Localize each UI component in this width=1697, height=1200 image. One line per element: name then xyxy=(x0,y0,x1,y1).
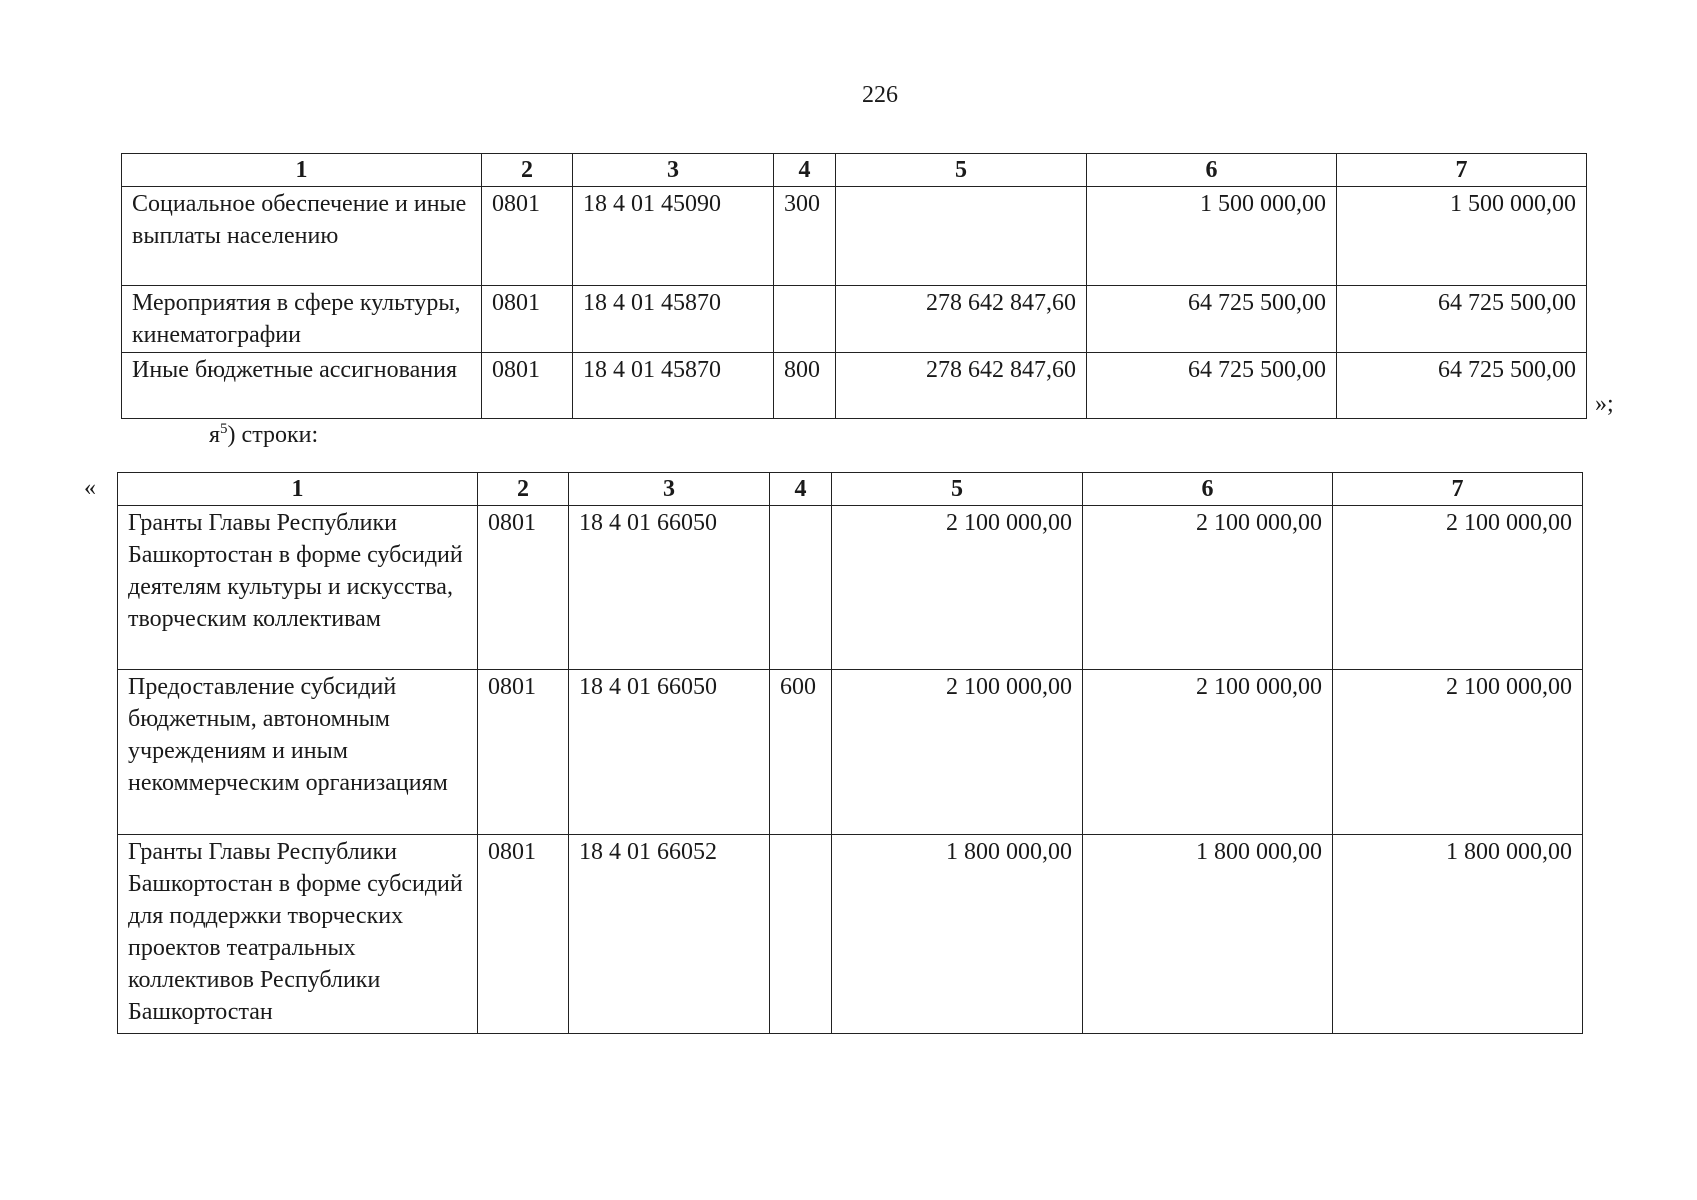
column-header-7: 7 xyxy=(1333,473,1583,506)
expense-type-code: 800 xyxy=(774,353,836,419)
amount-col-7: 1 500 000,00 xyxy=(1337,187,1587,286)
opening-quote: « xyxy=(84,475,96,501)
column-header-1: 1 xyxy=(122,154,482,187)
amount-col-5: 278 642 847,60 xyxy=(836,353,1087,419)
amount-col-6: 1 800 000,00 xyxy=(1083,835,1333,1034)
amount-col-6: 2 100 000,00 xyxy=(1083,670,1333,835)
row-name: Предоставление субсидий бюджетным, автономным учреждениям и иным некоммерческим организациям xyxy=(118,670,478,835)
budget-table-2 xyxy=(117,472,1583,1034)
column-header-7: 7 xyxy=(1337,154,1587,187)
amount-col-6: 2 100 000,00 xyxy=(1083,506,1333,670)
target-article-code: 18 4 01 45090 xyxy=(573,187,774,286)
page-number: 226 xyxy=(862,82,898,108)
target-article-code: 18 4 01 66052 xyxy=(569,835,770,1034)
closing-quote: »; xyxy=(1595,391,1614,417)
column-header-2: 2 xyxy=(482,154,573,187)
target-article-code: 18 4 01 66050 xyxy=(569,506,770,670)
subitem-text: ) строки: xyxy=(227,422,319,448)
row-name: Социальное обеспечение и иные выплаты населению xyxy=(122,187,482,286)
table-row xyxy=(118,506,1583,670)
expense-type-code: 600 xyxy=(770,670,832,835)
row-name: Гранты Главы Республики Башкортостан в форме субсидий деятелям культуры и искусства, творческим коллективам xyxy=(118,506,478,670)
amount-col-7: 2 100 000,00 xyxy=(1333,506,1583,670)
subitem-superscript: 5 xyxy=(220,421,228,437)
amount-col-5 xyxy=(836,187,1087,286)
amount-col-7: 2 100 000,00 xyxy=(1333,670,1583,835)
table-row xyxy=(122,286,1587,353)
section-code: 0801 xyxy=(482,353,573,419)
column-header-6: 6 xyxy=(1087,154,1337,187)
column-header-5: 5 xyxy=(836,154,1087,187)
section-code: 0801 xyxy=(478,506,569,670)
amount-col-5: 1 800 000,00 xyxy=(832,835,1083,1034)
subitem-heading xyxy=(209,421,318,449)
table-header-row xyxy=(122,154,1587,187)
target-article-code: 18 4 01 45870 xyxy=(573,353,774,419)
table-row xyxy=(118,670,1583,835)
column-header-1: 1 xyxy=(118,473,478,506)
amount-col-6: 64 725 500,00 xyxy=(1087,286,1337,353)
amount-col-7: 64 725 500,00 xyxy=(1337,286,1587,353)
expense-type-code xyxy=(770,835,832,1034)
section-code: 0801 xyxy=(478,670,569,835)
column-header-6: 6 xyxy=(1083,473,1333,506)
column-header-4: 4 xyxy=(774,154,836,187)
row-name: Иные бюджетные ассигнования xyxy=(122,353,482,419)
row-name: Гранты Главы Республики Башкортостан в форме субсидий для поддержки творческих проектов театральных коллективов Республики Башкортостан xyxy=(118,835,478,1034)
row-name: Мероприятия в сфере культуры, кинематографии xyxy=(122,286,482,353)
expense-type-code: 300 xyxy=(774,187,836,286)
expense-type-code xyxy=(770,506,832,670)
amount-col-7: 64 725 500,00 xyxy=(1337,353,1587,419)
target-article-code: 18 4 01 66050 xyxy=(569,670,770,835)
budget-table-1 xyxy=(121,153,1587,419)
column-header-4: 4 xyxy=(770,473,832,506)
amount-col-5: 2 100 000,00 xyxy=(832,670,1083,835)
amount-col-5: 278 642 847,60 xyxy=(836,286,1087,353)
amount-col-5: 2 100 000,00 xyxy=(832,506,1083,670)
target-article-code: 18 4 01 45870 xyxy=(573,286,774,353)
column-header-3: 3 xyxy=(569,473,770,506)
section-code: 0801 xyxy=(482,286,573,353)
table-row xyxy=(122,187,1587,286)
subitem-letter: я xyxy=(209,422,221,448)
amount-col-6: 64 725 500,00 xyxy=(1087,353,1337,419)
column-header-3: 3 xyxy=(573,154,774,187)
expense-type-code xyxy=(774,286,836,353)
amount-col-7: 1 800 000,00 xyxy=(1333,835,1583,1034)
section-code: 0801 xyxy=(482,187,573,286)
section-code: 0801 xyxy=(478,835,569,1034)
table-header-row xyxy=(118,473,1583,506)
table-row xyxy=(118,835,1583,1034)
column-header-2: 2 xyxy=(478,473,569,506)
table-row xyxy=(122,353,1587,419)
amount-col-6: 1 500 000,00 xyxy=(1087,187,1337,286)
column-header-5: 5 xyxy=(832,473,1083,506)
